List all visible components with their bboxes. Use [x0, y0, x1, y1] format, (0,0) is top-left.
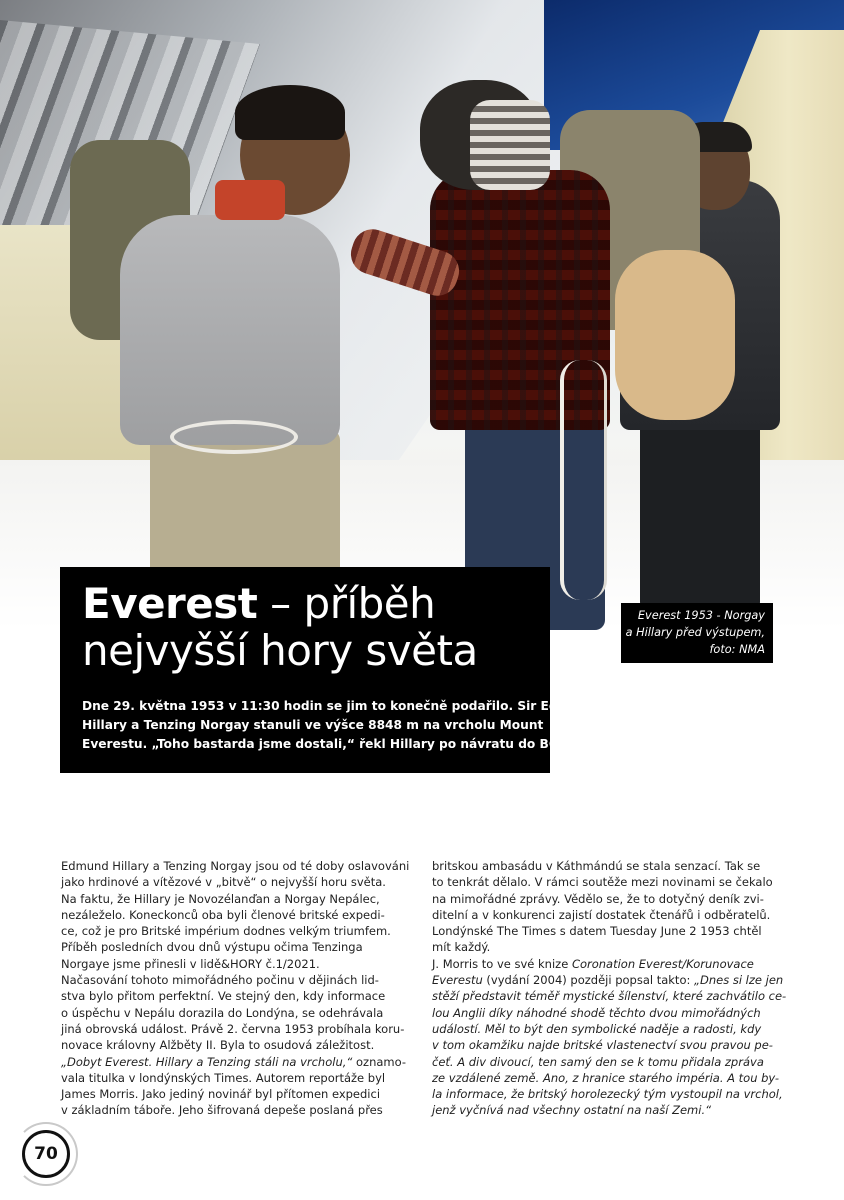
climber-left-scarf — [215, 180, 285, 220]
quote-line: v tom okamžiku najde britské vlastenectví svou pravou pe- — [432, 1038, 773, 1053]
body-line: Norgaye jsme přinesli v lidě&HORY č.1/2021. — [61, 956, 320, 971]
caption-line: foto: NMA — [709, 643, 765, 656]
page-number: 70 — [22, 1130, 70, 1178]
body-line: na mimořádné zprávy. Vědělo se, že to dotyčný deník zvi- — [432, 891, 764, 906]
body-line-morris2 — [432, 972, 797, 988]
body-line: vala titulka v londýnských Times. Autorem reportáže byl — [61, 1070, 386, 1085]
article-title-line1 — [82, 581, 528, 627]
title-bold-word: Everest — [82, 579, 258, 628]
sleeping-bag — [615, 250, 735, 420]
body-line: o úspěchu v Nepálu dorazila do Londýna, se odehrávala — [61, 1005, 384, 1020]
quote-line: jenž vyčnívá nad všechny ostatní na naší Zemi.“ — [432, 1103, 712, 1118]
body-line: Načasování tohoto mimořádného počinu v dějinách lid- — [61, 973, 379, 988]
quote-line: la informace, že britský horolezecký tým vystoupil na vrchol, — [432, 1087, 783, 1102]
body-line: v základním táboře. Jeho šifrovaná depeše poslaná přes — [61, 1103, 383, 1118]
body-line: ce, což je pro Britské impérium dodnes velkým triumfem. — [61, 924, 391, 939]
title-box — [60, 567, 597, 773]
lead-line: Everestu. „Toho bastarda jsme dostali,“ řekl Hillary po návratu do BC. — [82, 737, 563, 751]
quote-line: ze vzdálené země. Ano, z hranice starého impéria. A tou by- — [432, 1070, 779, 1085]
photo-caption — [621, 603, 773, 663]
book-title: Coronation Everest/Korunovace — [571, 956, 754, 971]
times-headline-quote: „Dobyt Everest. Hillary a Tenzing stáli na vrcholu,“ — [61, 1054, 353, 1069]
quote-line: událostí. Měl to být den symbolické naděje a radosti, kdy — [432, 1021, 762, 1036]
body-line: stva bylo přitom perfektní. Ve stejný den, kdy informace — [61, 989, 386, 1004]
quote-line: stěží představit téměř mystické šílenství, které zachvátilo ce- — [432, 989, 787, 1004]
body-line: to tenkrát dělalo. V rámci soutěže mezi novinami se čekalo — [432, 875, 773, 890]
body-line: Edmund Hillary a Tenzing Norgay jsou od té doby oslavováni — [61, 859, 410, 873]
body-line: Na faktu, že Hillary je Novozélanďan a Norgay Nepálec, — [61, 891, 380, 906]
rope-coil — [170, 420, 298, 454]
quote-tail: oznamo- — [352, 1054, 407, 1069]
title-rest: – příběh — [257, 579, 436, 628]
body-line: ditelní a v konkurenci zajistí dostatek čtenářů i odběratelů. — [432, 907, 771, 922]
article-title-line2: nejvyšší hory světa — [82, 626, 478, 675]
body-line-quote — [61, 1054, 411, 1070]
quote-line: čeť. A div divoucí, ten samý den se k tomu přidala zpráva — [432, 1054, 764, 1069]
body-column-left — [61, 858, 411, 1119]
morris-prefix: J. Morris to ve své knize — [432, 956, 572, 971]
body-line: mít každý. — [432, 940, 491, 955]
climber-center-head-wrap — [470, 100, 550, 190]
lead-paragraph — [82, 697, 597, 754]
quote-start: „Dnes si lze jen — [694, 973, 784, 988]
climber-left-hair — [235, 85, 345, 140]
body-line: Příběh posledních dvou dnů výstupu očima Tenzinga — [61, 940, 363, 955]
body-line: nezáleželo. Koneckonců oba byli členové britské expedi- — [61, 907, 385, 922]
rope-hanging — [560, 360, 607, 600]
morris-mid: (vydání 2004) později popsal takto: — [482, 973, 695, 988]
body-line: novace královny Alžběty II. Byla to osudová záležitost. — [61, 1038, 375, 1053]
body-line: britskou ambasádu v Káthmándú se stala senzací. Tak se — [432, 859, 761, 873]
quote-line: lou Anglii díky náhodné shodě těchto dvou mimořádných — [432, 1005, 761, 1020]
body-line: James Morris. Jako jediný novinář byl přítomen expedici — [61, 1087, 381, 1102]
body-line: jiná obrovská událost. Právě 2. června 1953 probíhala koru- — [61, 1021, 405, 1036]
climber-left-vest — [120, 215, 340, 445]
caption-line: a Hillary před výstupem, — [625, 626, 765, 639]
body-line-morris — [432, 956, 797, 972]
body-column-right — [432, 858, 797, 1119]
body-line: jako hrdinové a vítězové v „bitvě“ o nejvyšší horu světa. — [61, 875, 386, 890]
lead-line: Hillary a Tenzing Norgay stanuli ve výšce 8848 m na vrcholu Mount — [82, 718, 544, 732]
climber-right-legs — [640, 420, 760, 610]
caption-line: Everest 1953 - Norgay — [637, 609, 765, 622]
lead-line: Dne 29. května 1953 v 11:30 hodin se jim to konečně podařilo. Sir Edmund — [82, 699, 597, 713]
body-line: Londýnské The Times s datem Tuesday June 2 1953 chtěl — [432, 924, 762, 939]
book-title-2: Everestu — [432, 973, 483, 988]
